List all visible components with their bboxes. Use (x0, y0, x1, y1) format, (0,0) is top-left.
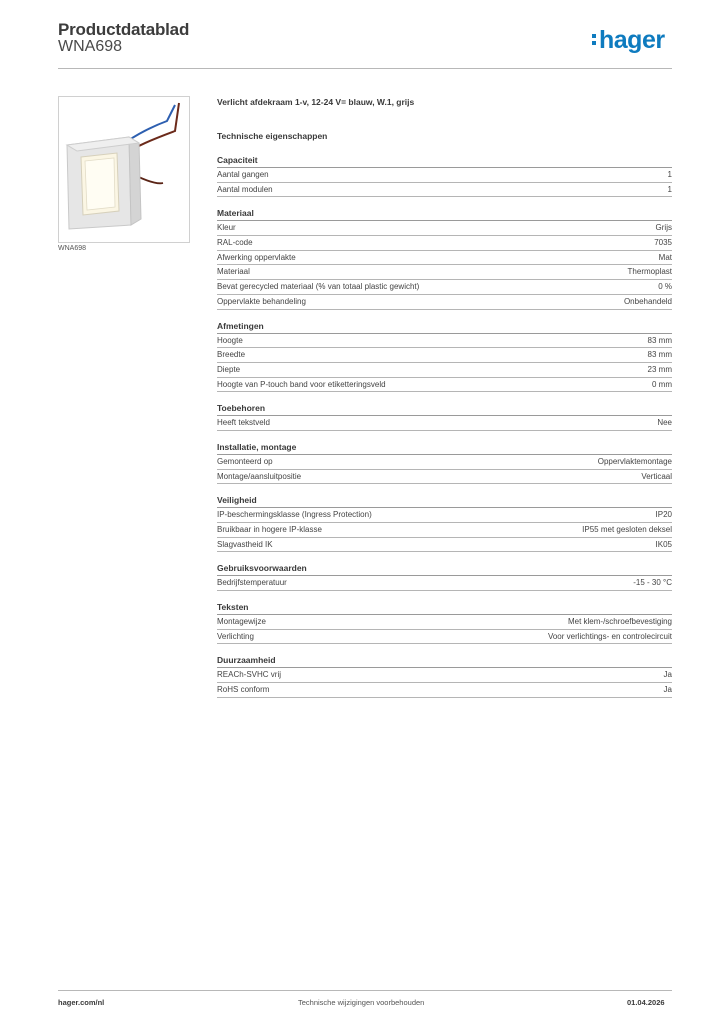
spec-label: RAL-code (217, 238, 253, 248)
spec-value: 23 mm (647, 364, 672, 374)
spec-label: Montage/aansluitpositie (217, 471, 302, 481)
hager-logo (592, 26, 665, 55)
spec-value: 83 mm (647, 350, 672, 360)
section-title: Toebehoren (217, 402, 672, 416)
spec-label: Hoogte (217, 335, 243, 345)
spec-section (217, 207, 672, 309)
content-area (217, 96, 672, 698)
image-caption: WNA698 (58, 245, 87, 252)
spec-value: Verticaal (641, 471, 672, 481)
spec-section (217, 441, 672, 484)
spec-value: Voor verlichtings- en controlecircuit (547, 631, 672, 641)
section-title: Veiligheid (217, 494, 672, 508)
spec-row (217, 168, 672, 183)
spec-label: Verlichting (217, 631, 254, 641)
tech-heading: Technische eigenschappen (217, 131, 328, 141)
logo-text: hager (599, 26, 665, 54)
spec-value: Thermoplast (627, 267, 672, 277)
spec-label: Aantal gangen (217, 170, 269, 179)
spec-value: Ja (663, 670, 672, 680)
spec-row (217, 470, 672, 485)
page-title: Productdatablad (58, 20, 190, 39)
spec-value: Ja (663, 685, 672, 695)
spec-section (217, 562, 672, 591)
section-title: Teksten (217, 601, 672, 615)
afdekraam-photo-icon (59, 97, 189, 242)
spec-row (217, 538, 672, 553)
section-title: Duurzaamheid (217, 654, 672, 668)
spec-value: 83 mm (647, 335, 672, 345)
spec-label: IP-beschermingsklasse (Ingress Protection) (217, 510, 372, 520)
spec-label: Bruikbaar in hogere IP-klasse (217, 525, 322, 534)
spec-label: Bevat gerecycled materiaal (% van totaal plastic gewicht) (217, 282, 420, 292)
spec-value: Mat (658, 252, 672, 262)
section-title: Capaciteit (217, 154, 672, 168)
spec-value: Onbehandeld (623, 296, 672, 306)
section-title: Materiaal (217, 207, 672, 221)
spec-label: Aantal modulen (217, 184, 273, 194)
header-divider (58, 68, 672, 69)
spec-row (217, 295, 672, 310)
spec-label: Diepte (217, 364, 241, 374)
product-code: WNA698 (58, 38, 123, 55)
spec-row (217, 265, 672, 280)
spec-value: 1 (667, 170, 672, 179)
footer-website: hager.com/nl (58, 998, 105, 1007)
product-description: Verlicht afdekraam 1-v, 12-24 V= blauw, W.1, grijs (217, 97, 415, 107)
spec-label: Gemonteerd op (217, 456, 273, 466)
spec-value: Oppervlaktemontage (597, 456, 672, 466)
spec-label: Oppervlakte behandeling (217, 296, 306, 306)
spec-row (217, 378, 672, 393)
footer-divider (58, 990, 672, 991)
spec-row (217, 348, 672, 363)
spec-row (217, 334, 672, 349)
spec-value: Met klem-/schroefbevestiging (567, 617, 672, 627)
spec-section (217, 154, 672, 197)
section-title: Afmetingen (217, 320, 672, 334)
spec-section (217, 601, 672, 644)
spec-row (217, 363, 672, 378)
spec-row (217, 221, 672, 236)
spec-value: -15 - 30 °C (633, 578, 672, 588)
spec-value: Grijs (655, 223, 672, 233)
spec-row (217, 683, 672, 698)
spec-label: Breedte (217, 350, 246, 360)
spec-value: IP55 met gesloten deksel (582, 525, 672, 534)
spec-row (217, 668, 672, 683)
spec-row (217, 183, 672, 198)
product-image (58, 96, 190, 243)
spec-row (217, 455, 672, 470)
spec-section (217, 402, 672, 431)
spec-label: Hoogte van P-touch band voor etiketteringsveld (217, 379, 386, 389)
spec-value: IK05 (655, 539, 672, 549)
spec-label: Slagvastheid IK (217, 539, 273, 549)
spec-row (217, 630, 672, 645)
spec-row (217, 251, 672, 266)
spec-label: Heeft tekstveld (217, 418, 270, 428)
spec-row (217, 615, 672, 630)
spec-section (217, 320, 672, 393)
spec-label: RoHS conform (217, 685, 270, 695)
spec-value: Nee (657, 418, 672, 428)
spec-label: Afwerking oppervlakte (217, 252, 296, 262)
spec-row (217, 280, 672, 295)
spec-section (217, 654, 672, 697)
spec-label: Kleur (217, 223, 236, 233)
section-title: Gebruiksvoorwaarden (217, 562, 672, 576)
spec-value: 7035 (654, 238, 672, 248)
spec-row (217, 416, 672, 431)
spec-label: Montagewijze (217, 617, 266, 627)
spec-value: 0 mm (652, 379, 672, 389)
spec-label: REACh-SVHC vrij (217, 670, 282, 680)
spec-label: Bedrijfstemperatuur (217, 578, 287, 588)
footer-date: 01.04.2026 (627, 998, 665, 1007)
spec-value: IP20 (655, 510, 672, 520)
spec-row (217, 508, 672, 523)
section-title: Installatie, montage (217, 441, 672, 455)
spec-row (217, 576, 672, 591)
spec-section (217, 494, 672, 552)
logo-dots-icon (592, 26, 598, 48)
spec-value: 1 (667, 184, 672, 194)
spec-label: Materiaal (217, 267, 250, 277)
spec-sections (217, 154, 672, 698)
spec-value: 0 % (658, 282, 672, 292)
spec-row (217, 523, 672, 538)
footer-notice: Technische wijzigingen voorbehouden (298, 998, 425, 1007)
spec-row (217, 236, 672, 251)
